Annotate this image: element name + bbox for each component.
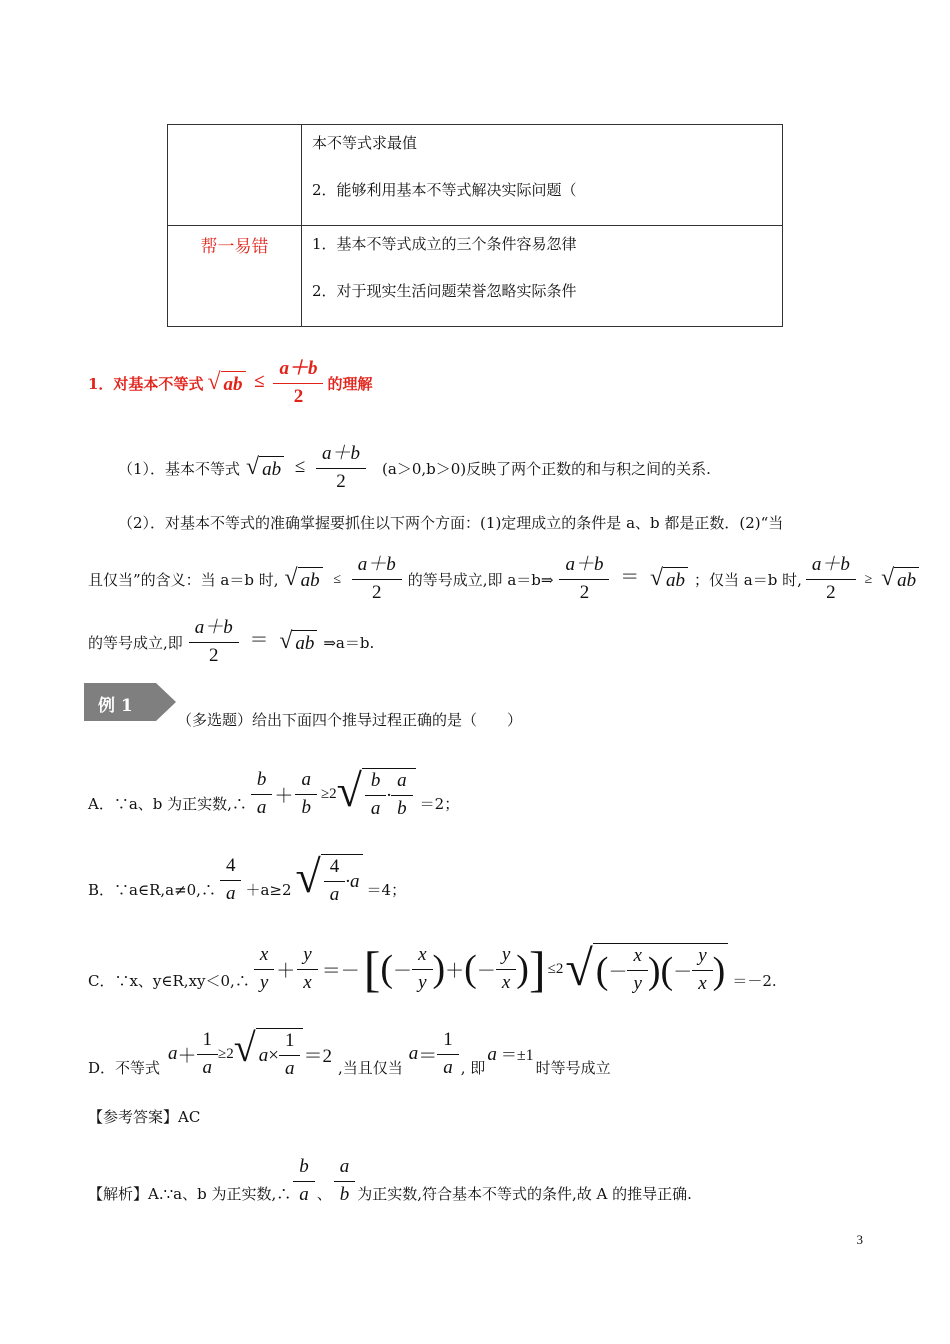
formula: $\frac{a+b}{2}$ ＝ √ ab: [559, 555, 688, 604]
formula: √ ab ≤ $\frac{a+b}{2}$: [285, 555, 402, 604]
reference-answer: 【参考答案】AC: [88, 1108, 201, 1126]
option-c: C．∵x、y∈R,xy＜0,∴ $\frac{x}{y}$ ＋ $\frac{y}{x}$ ＝－ [ ( － $\frac{x}{y}$ ) ＋ ( － $\frac{y}{x}$ ) ] ≤2 √ ( － $\frac{x}{y}$ ) ( － $\frac{y}{x}$ ) ＝－2.: [88, 940, 777, 997]
table-line: 本不等式求最值: [312, 134, 418, 152]
example-badge: 例 1: [84, 683, 176, 721]
info-table: [167, 124, 783, 327]
formula: $\frac{b}{a}$: [293, 1157, 315, 1206]
option-d: D．不等式 a ＋ $\frac{1}{a}$ ≥2 √ a × $\frac{1}{a}$ ＝2 ,当且仅当 a ＝ $\frac{1}{a}$ , 即 a ＝±1 时等号成立: [88, 1025, 611, 1079]
inequality-formula: √ ab ≤ $\frac{a+b}{2}$: [246, 444, 366, 493]
formula: $\frac{a+b}{2}$ ≥ √ ab: [806, 555, 919, 604]
analysis: 【解析】A.∵a、b 为正实数,∴ $\frac{b}{a}$ 、 $\frac{a}{b}$ 为正实数,符合基本不等式的条件,故 A 的推导正确.: [88, 1155, 692, 1205]
inequality-formula: √ ab ≤ $\frac{a+b}{2}$: [207, 359, 323, 408]
formula: a ＝±1: [487, 1044, 534, 1065]
paragraph-2-line-1: （2）．对基本不等式的准确掌握要抓住以下两个方面：(1)定理成立的条件是 a、b 都是正数．(2)“当: [118, 514, 784, 532]
paragraph-1: （1）．基本不等式 √ ab ≤ $\frac{a+b}{2}$ (a＞0,b＞0)反映了两个正数的和与积之间的关系.: [118, 442, 711, 492]
formula: $\frac{x}{y}$ ＋ $\frac{y}{x}$ ＝－ [ ( － $\frac{x}{y}$ ) ＋ ( － $\frac{y}{x}$ ) ] ≤2 √ ( － $\frac{x}{y}$ ) ( － $\frac{y}{x}$ ): [254, 943, 728, 995]
formula: $\frac{a}{b}$: [334, 1157, 356, 1206]
paragraph-2-line-3: 的等号成立,即 $\frac{a+b}{2}$ ＝ √ ab ⇒a＝b.: [88, 616, 375, 666]
formula: $\frac{4}{a}$: [220, 856, 242, 905]
table-label-pitfalls: 帮一易错: [168, 226, 302, 327]
table-line: 2．能够利用基本不等式解决实际问题（: [312, 181, 577, 199]
table-cell-right-2: [302, 226, 783, 327]
paragraph-2-line-2: 且仅当”的含义：当 a＝b 时, √ ab ≤ $\frac{a+b}{2}$ 的等号成立,即 a＝b⇒ $\frac{a+b}{2}$ ＝ √ ab ；仅当 a＝b 时, $\frac{a+b}{2}$ ≥ √ ab: [88, 540, 923, 618]
page-number: 3: [856, 1232, 863, 1247]
example-question: （多选题）给出下面四个推导过程正确的是（ ）: [177, 711, 523, 729]
formula: √ $\frac{4}{a}$ ·a: [296, 854, 363, 906]
table-line: 2．对于现实生活问题荣誉忽略实际条件: [312, 282, 577, 300]
table-cell-right-1: [302, 125, 783, 226]
formula: $\frac{b}{a}$ ＋ $\frac{a}{b}$ ≥2 √ $\frac{b}{a}$ · $\frac{a}{b}$: [251, 768, 416, 820]
section-heading: 1．对基本不等式 √ ab ≤ $\frac{a+b}{2}$ 的理解: [88, 357, 373, 407]
table-cell-left-1: [168, 125, 302, 226]
formula: $\frac{a+b}{2}$ ＝ √ ab: [189, 618, 318, 667]
formula: a ＝ $\frac{1}{a}$: [409, 1030, 459, 1079]
option-a: A．∵a、b 为正实数,∴ $\frac{b}{a}$ ＋ $\frac{a}{b}$ ≥2 √ $\frac{b}{a}$ · $\frac{a}{b}$ ＝2；: [88, 765, 460, 819]
option-b: B．∵a∈R,a≠0,∴ $\frac{4}{a}$ ＋a≥2 √ $\frac{4}{a}$ ·a ＝4；: [88, 851, 407, 905]
formula: a ＋ $\frac{1}{a}$ ≥2 √ a × $\frac{1}{a}$ ＝2: [168, 1025, 332, 1079]
table-line: 1．基本不等式成立的三个条件容易忽律: [312, 235, 577, 253]
